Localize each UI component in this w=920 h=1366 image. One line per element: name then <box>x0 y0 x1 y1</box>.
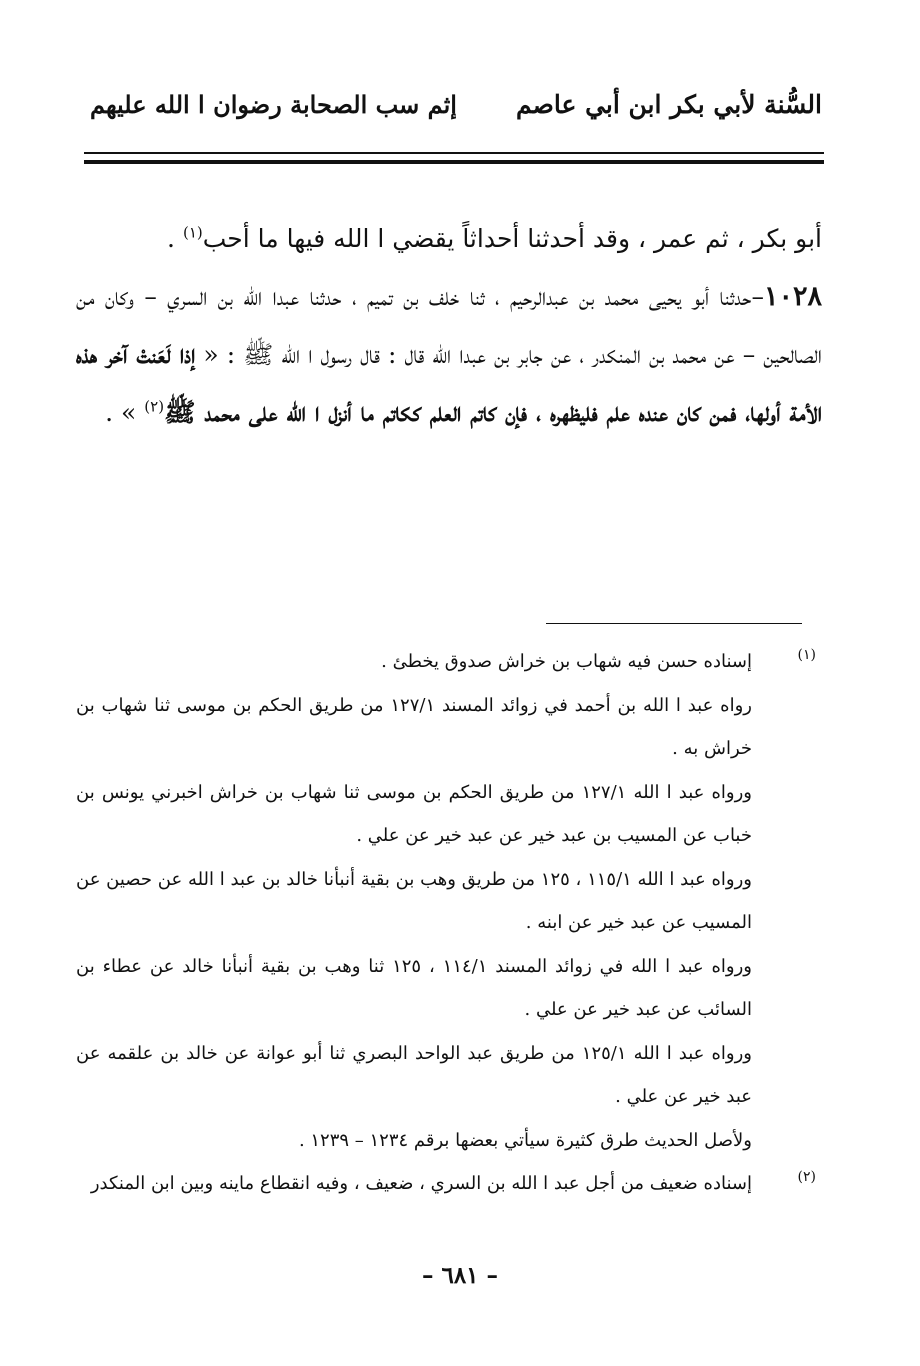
footnote-line: ولأصل الحديث طرق كثيرة سيأتي بعضها برقم ١٢٣٤ – ١٢٣٩ . <box>298 1129 752 1151</box>
footnote-line: رواه عبد ا الله بن أحمد في زوائد المسند ١٢٧/١ من طريق الحكم بن موسى ثنا شهاب بن خراش به . <box>76 694 752 759</box>
page-number: – ٦٨١ – <box>421 1262 499 1289</box>
footnote-ref-2: (٢) <box>144 397 165 416</box>
footnote-marker-2: (٢) <box>797 1169 816 1185</box>
hadith-end: » . <box>105 398 145 427</box>
footnote-line: ورواه عبد ا الله في زوائد المسند ١١٤/١ ، ١٢٥ ثنا وهب بن بقية أنبأنا خالد عن عطاء بن السائب عن عبد خير عن علي . <box>76 955 752 1020</box>
chapter-title: إثم سب الصحابة رضوان ا الله عليهم <box>90 89 457 119</box>
footnote-line: إسناده حسن فيه شهاب بن خراش صدوق يخطئ . <box>381 651 752 672</box>
footnote-separator <box>546 623 802 624</box>
main-text <box>76 210 822 442</box>
footnote-line: ورواه عبد ا الله ١١٥/١ ، ١٢٥ من طريق وهب بن بقية أنبأنا خالد بن عبد ا الله عن حصين عن المسيب عن عبد خير عن ابنه . <box>76 868 752 933</box>
hadith-isnad: –حدثنا أبو يحيى محمد بن عبدالرحيم ، ثنا خلف بن تميم ، حدثنا عبدا الله بن السري – وكان من الصالحين – عن محمد بن المنكدر ، عن جابر بن عبدا الله قال : قال رسول ا الله ﷺ : « <box>76 282 822 369</box>
header-rule-thin <box>84 152 824 154</box>
book-title: السُّنة لأبي بكر ابن أبي عاصم <box>515 89 822 119</box>
footnote-2 <box>76 1162 816 1206</box>
continuation-paragraph <box>76 210 822 268</box>
footnote-marker-1: (١) <box>797 647 816 663</box>
running-header <box>90 84 822 124</box>
footnotes <box>76 640 816 1206</box>
hadith-matn: إذا لَعَنتْ آخر هذه الأمة أولها، فمن كان عنده علم فليظهره ، فإن كاتم العلم ككاتم ما أنزل ا الله على محمد ﷺ <box>76 340 822 428</box>
hadith-number: ١٠٢٨ <box>763 281 822 312</box>
hadith-paragraph <box>76 268 822 442</box>
footnote-line: إسناده ضعيف من أجل عبد ا الله بن السري ، ضعيف ، وفيه انقطاع ماينه وبين ابن المنكدر <box>90 1173 752 1194</box>
continuation-end: . <box>167 224 183 253</box>
footnote-1 <box>76 640 816 1162</box>
footnote-line: ورواه عبد ا الله ١٢٥/١ من طريق عبد الواحد البصري ثنا أبو عوانة عن خالد بن علقمه عن عبد خير عن علي . <box>76 1042 752 1107</box>
footnote-ref-1: (١) <box>182 223 203 242</box>
header-rule-thick <box>84 160 824 164</box>
footnote-line: ورواه عبد ا الله ١٢٧/١ من طريق الحكم بن موسى ثنا شهاب بن خراش اخبرني يونس بن خباب عن المسيب بن عبد خير عن عبد خير عن علي . <box>76 781 752 846</box>
continuation-text: أبو بكر ، ثم عمر ، وقد أحدثنا أحداثاً يقضي ا الله فيها ما أحب <box>202 224 822 253</box>
